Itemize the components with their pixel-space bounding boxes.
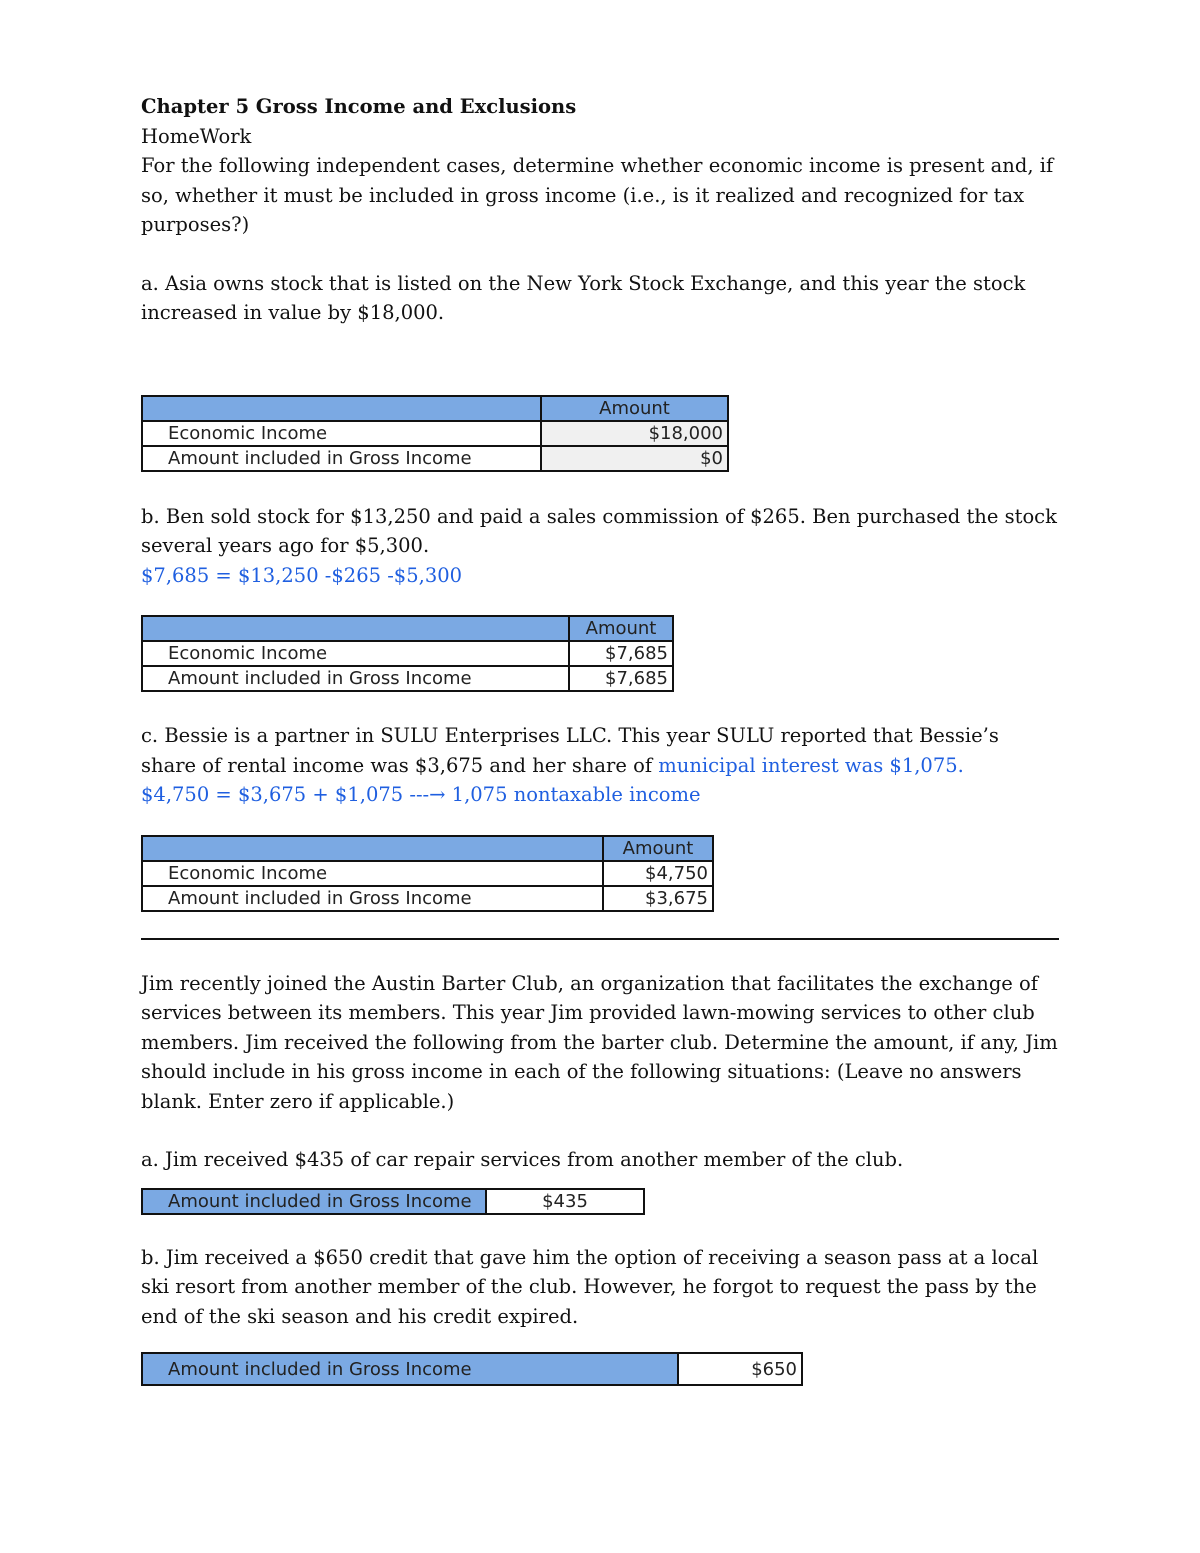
case-c-calculation: $4,750 = $3,675 + $1,075 ---→ 1,075 nontaxable income [141,783,701,806]
table-header-row [142,616,673,641]
barter-b-table [141,1352,803,1386]
amount-header: Amount [541,396,728,421]
row-label: Amount included in Gross Income [142,1353,678,1385]
page-subtitle: HomeWork [141,124,252,148]
amount-header: Amount [569,616,673,641]
table-row [142,641,673,666]
row-value[interactable]: $7,685 [569,666,673,691]
row-value[interactable]: $650 [678,1353,802,1385]
row-value[interactable]: $435 [486,1189,644,1214]
header-blank-cell [142,396,541,421]
case-c-highlight: municipal interest was $1,075. [658,753,964,777]
case-b-question: b. Ben sold stock for $13,250 and paid a sales commission of $265. Ben purchased the stock several years ago for $5,300. [141,504,1057,557]
case-b-table [141,615,674,692]
row-label: Economic Income [142,861,603,886]
table-header-row [142,836,713,861]
case-c-table [141,835,714,912]
case-a-table [141,395,729,472]
row-label: Amount included in Gross Income [142,886,603,911]
barter-a-table [141,1188,645,1215]
table-row [142,1353,802,1385]
header-blank-cell [142,836,603,861]
case-b-calculation: $7,685 = $13,250 -$265 -$5,300 [141,563,463,587]
case-c-text: c. Bessie is a partner in SULU Enterprises LLC. This year SULU reported that Bessie’s share of rental income was $3,675 and her share of [141,724,999,777]
intro-paragraph: For the following independent cases, determine whether economic income is present and, if so, whether it must be included in gross income (i.e., is it realized and recognized for tax purposes?) [141,154,1054,236]
barter-b-question: b. Jim received a $650 credit that gave him the option of receiving a season pass at a local ski resort from another member of the club. However, he forgot to request the pass by the end of the ski season and his credit expired. [141,1245,1039,1328]
row-value[interactable]: $18,000 [541,421,728,446]
row-value[interactable]: $7,685 [569,641,673,666]
page-title: Chapter 5 Gross Income and Exclusions [141,95,577,118]
case-a-question: a. Asia owns stock that is listed on the New York Stock Exchange, and this year the stock increased in value by $18,000. [141,271,1026,324]
table-row [142,886,713,911]
header-blank-cell [142,616,569,641]
table-row [142,421,728,446]
document-page [141,92,1059,1386]
table-row [142,666,673,691]
amount-header: Amount [603,836,713,861]
row-label: Amount included in Gross Income [142,446,541,471]
table-row [142,446,728,471]
row-value[interactable]: $4,750 [603,861,713,886]
barter-a-question: a. Jim received $435 of car repair services from another member of the club. [141,1148,904,1171]
case-c-question [141,721,1059,780]
row-value[interactable]: $0 [541,446,728,471]
barter-intro: Jim recently joined the Austin Barter Club, an organization that facilitates the exchange of services between its members. This year Jim provided lawn-mowing services to other club members. Jim received the following from the barter club. Determine the amount, if any, Jim should include in his gross income in each of the following situations: (Leave no answers blank. Enter zero if applicable.) [141,971,1058,1113]
table-row [142,861,713,886]
row-label: Amount included in Gross Income [142,1189,486,1214]
table-row [142,1189,644,1214]
row-label: Economic Income [142,641,569,666]
row-label: Amount included in Gross Income [142,666,569,691]
row-label: Economic Income [142,421,541,446]
table-header-row [142,396,728,421]
row-value[interactable]: $3,675 [603,886,713,911]
